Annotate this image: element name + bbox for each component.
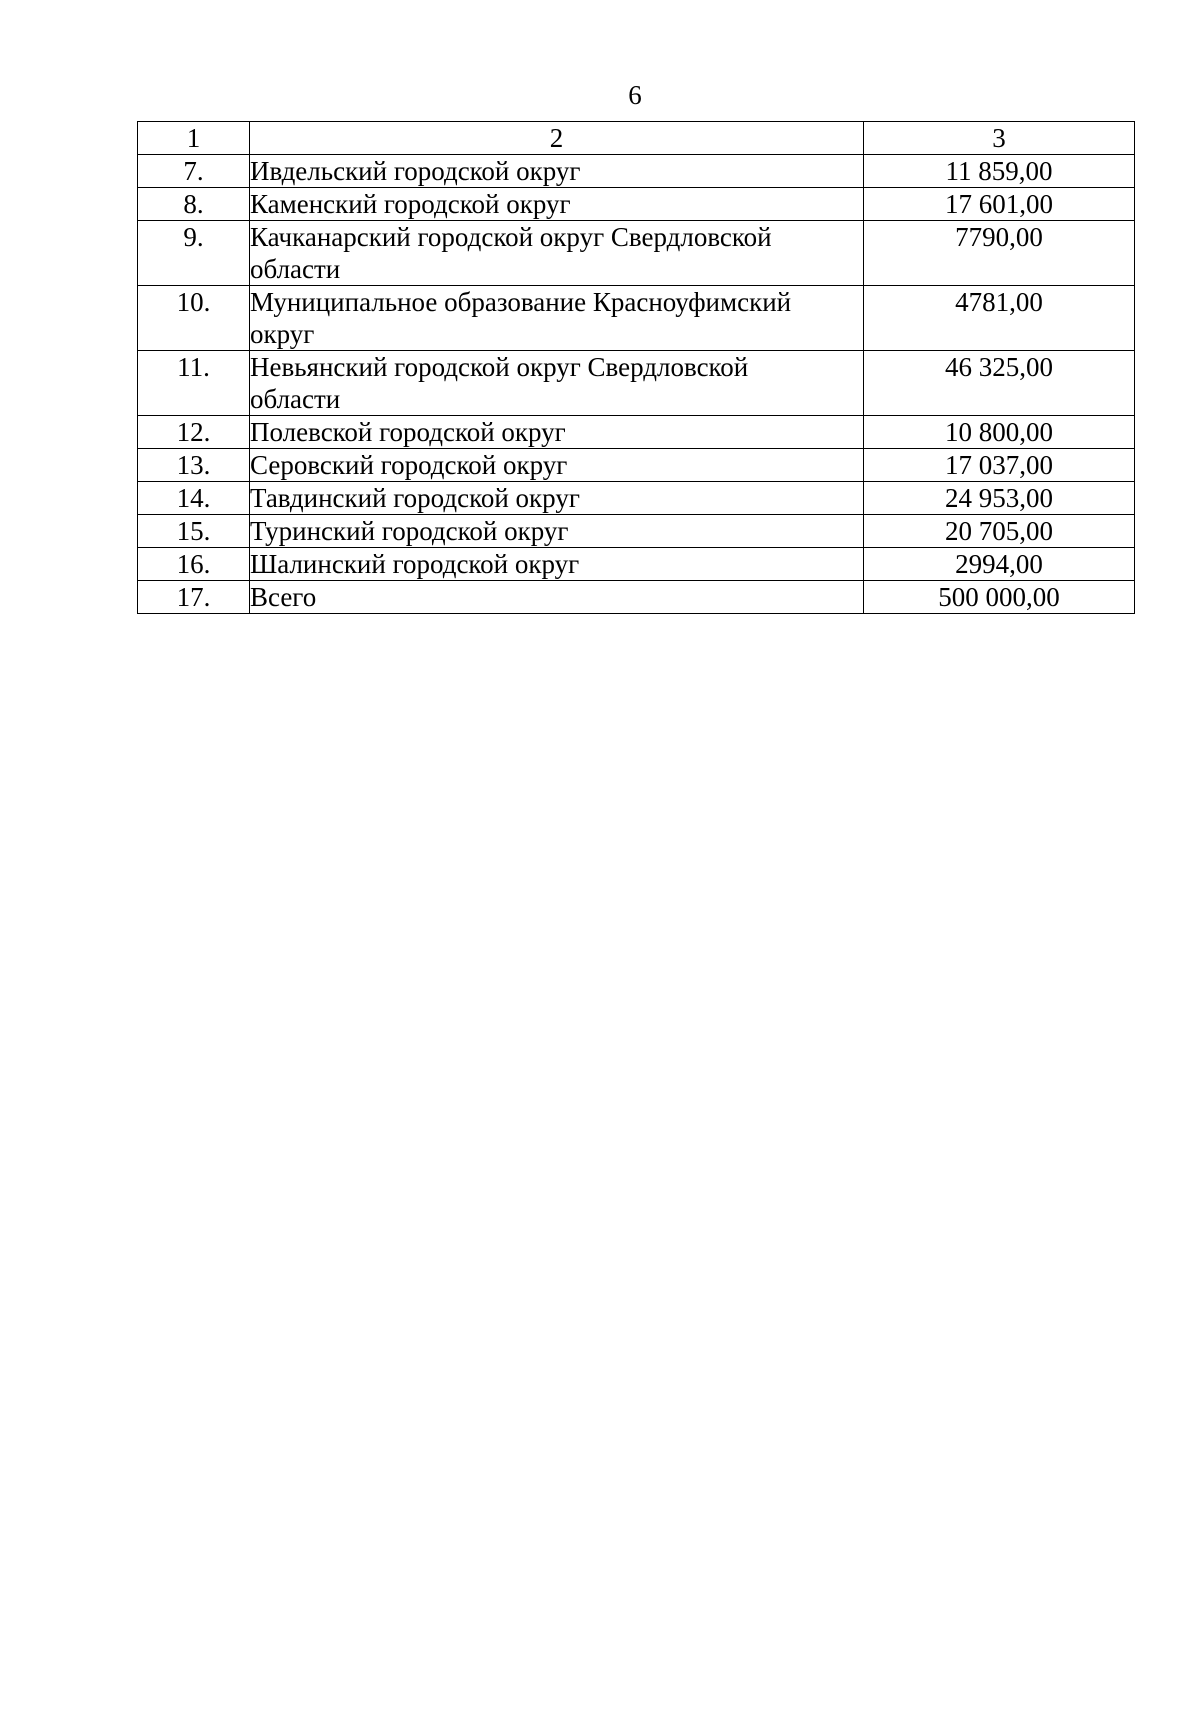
row-number: 16. [138, 548, 250, 581]
row-name: Серовский городской округ [250, 449, 864, 482]
row-number: 12. [138, 416, 250, 449]
row-amount: 10 800,00 [864, 416, 1135, 449]
row-name: Ивдельский городской округ [250, 155, 864, 188]
row-name-line: Муниципальное образование Красноуфимский [250, 287, 792, 317]
table-header-row [138, 122, 1135, 155]
row-name: Шалинский городской округ [250, 548, 864, 581]
row-name: Каменский городской округ [250, 188, 864, 221]
total-amount: 500 000,00 [864, 581, 1135, 614]
row-name-line: области [250, 384, 341, 414]
row-name-line: области [250, 254, 341, 284]
row-amount: 17 601,00 [864, 188, 1135, 221]
table-row [138, 449, 1135, 482]
row-name: Полевской городской округ [250, 416, 864, 449]
column-header-number: 1 [138, 122, 250, 155]
allocation-table [137, 121, 1135, 614]
row-name-line: округ [250, 319, 315, 349]
table-row [138, 188, 1135, 221]
row-amount: 24 953,00 [864, 482, 1135, 515]
row-name: Тавдинский городской округ [250, 482, 864, 515]
table-row [138, 482, 1135, 515]
table-row [138, 548, 1135, 581]
row-number: 7. [138, 155, 250, 188]
row-name: Туринский городской округ [250, 515, 864, 548]
total-row [138, 581, 1135, 614]
row-number: 17. [138, 581, 250, 614]
row-name [250, 286, 864, 351]
total-label: Всего [250, 581, 864, 614]
row-number: 10. [138, 286, 250, 351]
row-name [250, 351, 864, 416]
row-number: 9. [138, 221, 250, 286]
table-row [138, 515, 1135, 548]
row-amount: 7790,00 [864, 221, 1135, 286]
row-name-line: Невьянский городской округ Свердловской [250, 352, 749, 382]
row-number: 15. [138, 515, 250, 548]
row-name-line: Качканарский городской округ Свердловской [250, 222, 772, 252]
page-number: 6 [628, 80, 642, 110]
row-amount: 11 859,00 [864, 155, 1135, 188]
table-row [138, 155, 1135, 188]
row-amount: 46 325,00 [864, 351, 1135, 416]
row-number: 8. [138, 188, 250, 221]
row-name [250, 221, 864, 286]
table-row [138, 221, 1135, 286]
column-header-name: 2 [250, 122, 864, 155]
row-number: 14. [138, 482, 250, 515]
row-amount: 4781,00 [864, 286, 1135, 351]
table-row [138, 416, 1135, 449]
table-row [138, 286, 1135, 351]
row-number: 13. [138, 449, 250, 482]
row-amount: 20 705,00 [864, 515, 1135, 548]
table-row [138, 351, 1135, 416]
row-amount: 2994,00 [864, 548, 1135, 581]
row-number: 11. [138, 351, 250, 416]
column-header-amount: 3 [864, 122, 1135, 155]
row-amount: 17 037,00 [864, 449, 1135, 482]
